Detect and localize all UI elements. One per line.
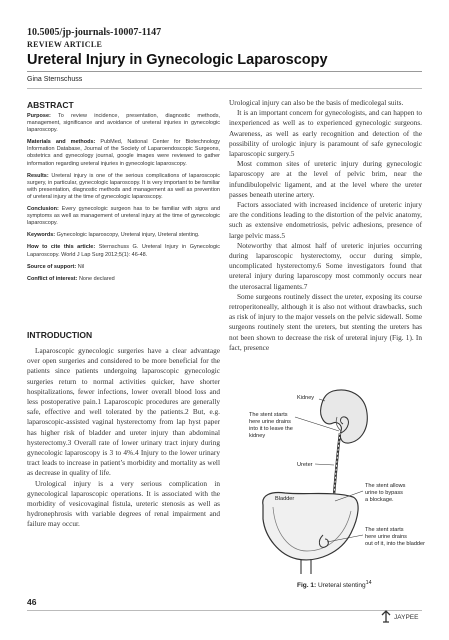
label-ureter: Ureter bbox=[297, 462, 313, 468]
page-number: 46 bbox=[27, 597, 37, 607]
abstract-conclusion bbox=[27, 206, 220, 227]
right-paragraph-3: Factors associated with increased incidence of ureteric injury are the conditions leading to the distortion of the pelvic anatomy, such as extensive endometriosis, pelvic adhesions, presence of large pelvic mass.5 bbox=[229, 200, 422, 240]
figure-caption-label: Fig. 1: bbox=[297, 582, 317, 590]
title-divider bbox=[27, 71, 422, 72]
footer-divider bbox=[27, 610, 422, 611]
intro-paragraph-1: Laparoscopic gynecologic surgeries have a clear advantage over open surgeries and considered to be more beneficial for the patients since patients undergoing laparoscopic gynecologic surgeries return to normal activities quicker, have shorter hospitalizations, fewer infections, lower overall blood loss and less postoperative pain.1 Laparoscopic procedures are generally safe, effective and well tolerated by the patients.2 But, e.g. laparoscopic-assisted vaginal hysterectomy from lap hyst paper has higher risk of bladder and ureter injury than abdominal hysterectomy.3 Overall rate of lower urinary tract injury during gynecologic laparoscopy is 3 to 4%.4 Injury to the lower urinary tract leads to increase in patient’s morbidity and mortality as well as decrease in quality of life. bbox=[27, 346, 220, 478]
abstract-citation bbox=[27, 244, 220, 258]
label-stent-mid-3: a blockage. bbox=[365, 497, 394, 503]
purpose-text: To review incidence, presentation, diagnostic methods, management, significance and avoidance of ureteral injuries in gynecologic laparoscopy. bbox=[27, 113, 220, 134]
ureteral-stent-figure bbox=[245, 387, 435, 574]
author-divider bbox=[27, 88, 422, 89]
methods-label: Materials and methods: bbox=[27, 139, 96, 146]
label-bladder: Bladder bbox=[275, 496, 295, 502]
article-doi: 10.5005/jp-journals-10007-1147 bbox=[27, 27, 162, 38]
label-kidney: Kidney bbox=[297, 395, 315, 401]
results-text: Ureteral injury is one of the serious complications of laparoscopic surgery, in particular, gynecologic laparoscopy. It is very important to be familiar with presentation, diagnostic methods and management as well as prevention of ureteral injury at the time of gynecologic laparoscopy. bbox=[27, 172, 220, 200]
label-stent-top-2: here urine drains bbox=[249, 419, 291, 425]
results-label: Results: bbox=[27, 172, 49, 179]
abstract-methods bbox=[27, 139, 220, 167]
introduction-body bbox=[27, 346, 220, 530]
conclusion-text: Every gynecologic surgeon has to be familiar with signs and symptoms as well as management of ureteral injury at the time of gynecologic laparoscopy. bbox=[27, 206, 221, 227]
label-stent-top-1: The stent starts bbox=[249, 412, 288, 418]
figure-caption bbox=[297, 580, 372, 589]
right-paragraph-1: It is an important concern for gynecologists, and can happen to inexperienced as well as to experienced gynecologic surgeons. Awareness, as well as early recognition and detection of the possibility of urologic injury is paramount of safe gynecologic laparoscopic surgery.5 bbox=[229, 108, 422, 159]
abstract-keywords bbox=[27, 232, 220, 239]
introduction-heading: INTRODUCTION bbox=[27, 330, 93, 340]
right-column-body bbox=[229, 98, 422, 353]
abstract-results bbox=[27, 173, 220, 201]
figure-caption-text: Ureteral stenting bbox=[317, 582, 366, 590]
cite-label: How to cite this article: bbox=[27, 244, 96, 251]
figure-caption-ref: 14 bbox=[365, 580, 372, 586]
label-stent-top-3: into it to leave the bbox=[249, 426, 293, 432]
label-stent-bottom-2: here urine drains bbox=[365, 534, 407, 540]
article-title: Ureteral Injury in Gynecologic Laparoscopy bbox=[27, 52, 328, 68]
publisher-logo-icon bbox=[380, 610, 392, 624]
label-stent-bottom-3: out of it, into the bladder bbox=[365, 541, 426, 547]
abstract-support bbox=[27, 264, 220, 271]
conclusion-label: Conclusion: bbox=[27, 206, 59, 213]
conflict-label: Conflict of interest: bbox=[27, 275, 78, 282]
publisher-name: JAYPEE bbox=[394, 614, 419, 621]
methods-text: PubMed, National Center for Biotechnology Information Database, Journal of the Society of Laparoendoscopic Surgeons, obstetrics and gynecology journal, google images were reviewed to gather information regarding ureteral injuries in gynecologic laparoscopy. bbox=[27, 139, 220, 167]
label-stent-bottom-1: The stent starts bbox=[365, 527, 404, 533]
keywords-text: Gynecologic laparoscopy, Ureteral injury, Ureteral stenting. bbox=[56, 232, 200, 239]
abstract-conflict bbox=[27, 276, 220, 283]
label-stent-top-4: kidney bbox=[249, 433, 266, 439]
abstract-body bbox=[27, 113, 220, 288]
conflict-text: None declared bbox=[78, 275, 115, 282]
support-label: Source of support: bbox=[27, 263, 77, 270]
abstract-purpose bbox=[27, 113, 220, 134]
article-type: REVIEW ARTICLE bbox=[27, 40, 103, 49]
intro-paragraph-2: Urological injury is a very serious complication in gynecological laparoscopic operations. It is associated with the morbidity of vesicovaginal fistula, ureteric stenosis as well as hydronephrosis with variable degrees of renal impairment and failure may occur. bbox=[27, 478, 220, 529]
label-stent-mid-2: urine to bypass bbox=[365, 490, 403, 496]
purpose-label: Purpose: bbox=[27, 113, 51, 119]
right-paragraph-2: Most common sites of ureteric injury during gynecologic laparoscopy are at the level of pelvic brim, near the infundibulopelvic ligament, and at the level where the ureter passes beneath uterine artery. bbox=[229, 159, 422, 199]
cite-text: Sternschuss G. Ureteral Injury in Gynecologic Laparoscopy. World J Lap Surg 2012;5(1): 46-48. bbox=[27, 244, 220, 258]
label-stent-mid-1: The stent allows bbox=[365, 483, 406, 489]
abstract-heading: ABSTRACT bbox=[27, 100, 74, 110]
support-text: Nil bbox=[77, 263, 85, 270]
author-name: Gina Sternschuss bbox=[27, 76, 83, 83]
keywords-label: Keywords: bbox=[27, 232, 56, 239]
right-paragraph-0: Urological injury can also be the basis of medicolegal suits. bbox=[229, 98, 404, 107]
right-paragraph-5: Some surgeons routinely dissect the ureter, exposing its course retroperitoneally, although it is also not without drawbacks, such as risk of injury to the major vessels on the pelvic sidewall. Some surgeons routinely stent the ureters, but stenting the ureters has not been shown to decrease the risk of ureteral injury (Fig. 1). In fact, presence bbox=[229, 291, 422, 352]
right-paragraph-4: Noteworthy that almost half of ureteric injuries occurring during laparoscopic hysterectomy, occur during simple, uncomplicated hysterectomy.6 Some investigators found that ureteral injury during laparoscopy most commonly occurs near the uterosacral ligaments.7 bbox=[229, 240, 422, 291]
